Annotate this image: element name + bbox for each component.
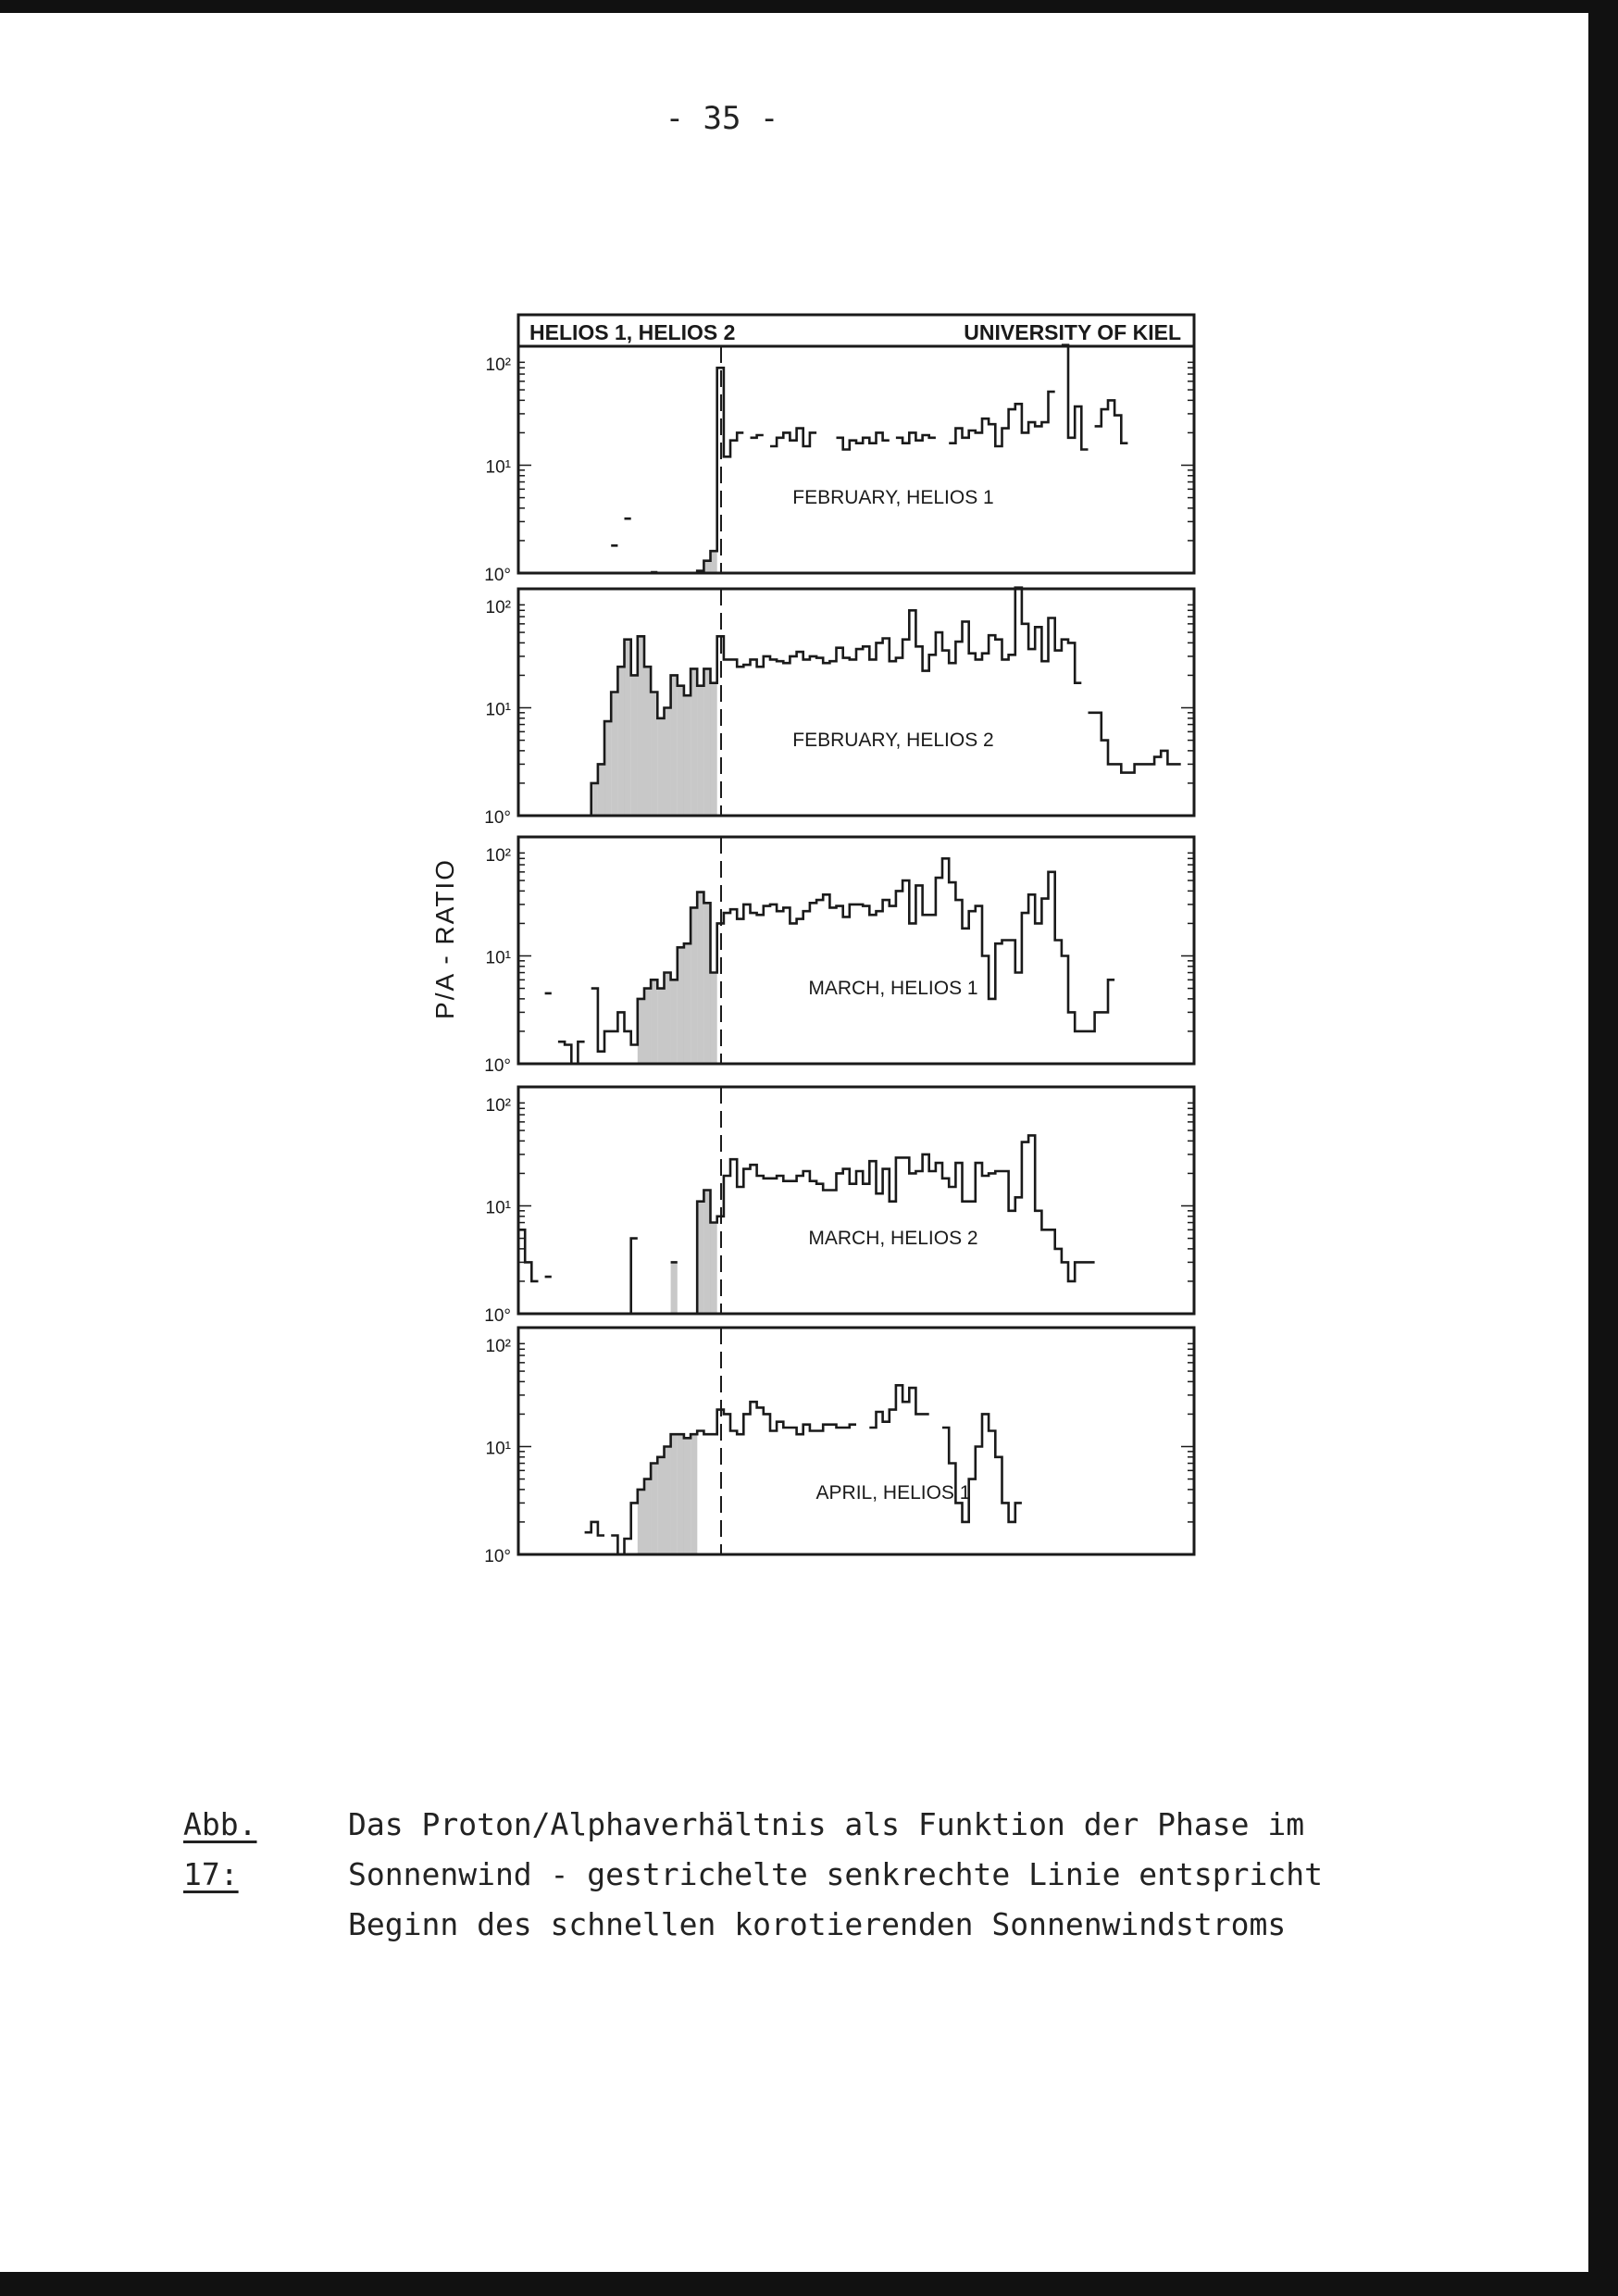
caption-line-2: Sonnenwind - gestrichelte senkrechte Linie entspricht [348, 1856, 1323, 1892]
shaded-bin [691, 1434, 697, 1554]
panel-2 [484, 588, 1194, 828]
document-sheet [0, 13, 1588, 2272]
panel-label: MARCH, HELIOS 2 [808, 1228, 978, 1249]
y-axis-label: P/A - RATIO [430, 858, 459, 1019]
y-tick-label: 10¹ [485, 1439, 511, 1459]
histogram-line [531, 858, 1114, 1064]
panel-3 [484, 837, 1194, 1076]
y-tick-label: 10¹ [485, 457, 511, 478]
caption-line-1: Das Proton/Alphaverhältnis als Funktion der Phase im [348, 1806, 1305, 1842]
chart-panels [484, 345, 1194, 1566]
shaded-bin [665, 708, 671, 817]
shaded-bin [657, 1457, 664, 1554]
shaded-bin [665, 1447, 671, 1555]
page-number: - 35 - [665, 100, 779, 137]
shaded-bin [631, 675, 638, 816]
shaded-bin [697, 686, 703, 816]
y-tick-label: 10° [484, 1056, 511, 1076]
y-tick-label: 10² [485, 598, 511, 618]
y-tick-label: 10° [484, 1547, 511, 1566]
shaded-bin [711, 973, 717, 1065]
panel-1 [484, 345, 1194, 585]
shaded-bin [651, 980, 657, 1064]
shaded-bin [697, 892, 703, 1064]
caption-line-3: Beginn des schnellen korotierenden Sonnenwindstroms [348, 1906, 1287, 1942]
shaded-bin [671, 1262, 678, 1314]
panel-frame [518, 1087, 1194, 1314]
header-left-label: HELIOS 1, HELIOS 2 [529, 320, 736, 344]
figure-chart [407, 291, 1240, 1605]
panel-4 [484, 1087, 1194, 1326]
shaded-bin [703, 668, 710, 816]
histogram-line [518, 1135, 1095, 1314]
shaded-bin [711, 1223, 717, 1315]
shaded-bin [678, 1434, 684, 1554]
shaded-bin [671, 1434, 678, 1554]
y-tick-label: 10¹ [485, 1198, 511, 1218]
panel-frame [518, 346, 1194, 573]
caption-label: Abb. 17: [183, 1806, 257, 1892]
y-tick-label: 10¹ [485, 700, 511, 720]
shaded-bin [671, 980, 678, 1064]
shaded-bin [678, 686, 684, 816]
panel-label: MARCH, HELIOS 1 [808, 978, 978, 999]
y-tick-label: 10² [485, 1096, 511, 1116]
y-tick-label: 10² [485, 356, 511, 375]
chart-header [518, 315, 1194, 346]
p-a-ratio-chart [407, 291, 1240, 1605]
histogram-line [611, 345, 1127, 573]
shaded-bin [711, 683, 717, 816]
shaded-bin [684, 943, 691, 1064]
y-tick-label: 10² [485, 1337, 511, 1356]
panel-frame [518, 837, 1194, 1064]
y-tick-label: 10° [484, 566, 511, 585]
panel-5 [484, 1328, 1194, 1566]
y-tick-label: 10² [485, 846, 511, 866]
panel-label: APRIL, HELIOS 1 [815, 1482, 971, 1504]
header-right-label: UNIVERSITY OF KIEL [964, 320, 1181, 344]
shaded-bin [657, 989, 664, 1064]
y-tick-label: 10° [484, 1306, 511, 1326]
panel-label: FEBRUARY, HELIOS 1 [792, 487, 994, 508]
panel-frame [518, 1328, 1194, 1554]
y-tick-label: 10¹ [485, 948, 511, 968]
shaded-bin [684, 695, 691, 816]
y-tick-label: 10° [484, 808, 511, 828]
shaded-bin [684, 1438, 691, 1554]
panel-label: FEBRUARY, HELIOS 2 [792, 730, 994, 751]
shaded-bin [657, 718, 664, 816]
